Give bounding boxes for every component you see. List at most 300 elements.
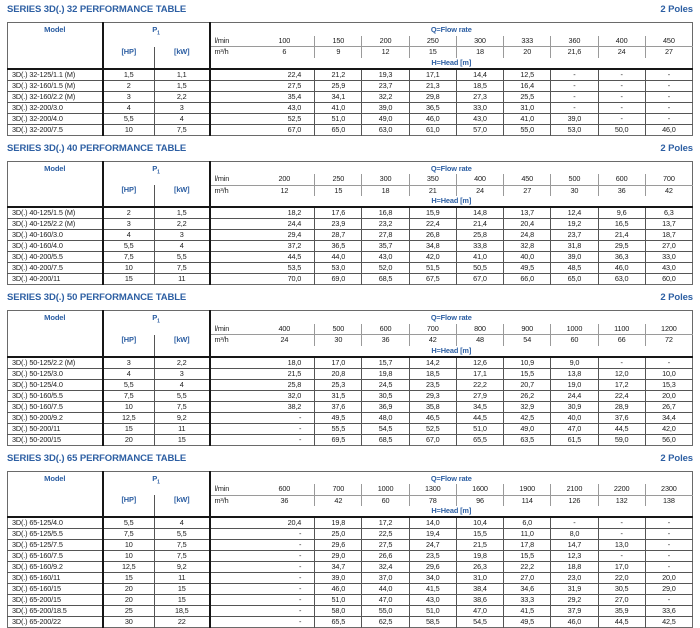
kw-cell: 15: [155, 595, 210, 606]
flow-value-lmin: 700: [409, 324, 456, 335]
table-row: [8, 529, 693, 540]
head-value-cell: 58,0: [315, 606, 362, 617]
flow-value-lmin: 600: [255, 484, 315, 494]
kw-cell: 2,2: [155, 357, 210, 369]
kw-cell: 15: [155, 584, 210, 595]
head-value-cell: 34,1: [315, 91, 362, 102]
flow-rate-header: Q=Flow rate: [210, 471, 693, 484]
table-row: [8, 390, 693, 401]
head-value-cell: 6,3: [645, 207, 692, 219]
hp-cell: 1,5: [103, 69, 155, 81]
kw-cell: 7,5: [155, 551, 210, 562]
hp-cell: 4: [103, 102, 155, 113]
poles-label: 2 Poles: [660, 453, 693, 464]
m3h-unit-label: m³/h: [211, 186, 255, 196]
head-value-cell: 55,0: [362, 606, 409, 617]
flow-value-lmin: 500: [551, 174, 598, 185]
head-value-cell: 21,5: [210, 368, 315, 379]
head-value-cell: -: [598, 517, 645, 529]
table-body: [8, 207, 693, 285]
flow-value-m3h: 6: [255, 47, 315, 57]
head-unit-header: H=Head [m]: [210, 196, 693, 207]
lmin-unit-wrap: [211, 324, 315, 334]
kw-header: [kW]: [155, 47, 210, 69]
head-value-cell: 52,5: [409, 423, 456, 434]
head-value-cell: 29,4: [210, 230, 315, 241]
table-row: [8, 368, 693, 379]
flow-value-m3h: 24: [255, 335, 315, 345]
table-row: [8, 219, 693, 230]
header-row-m3h: [8, 185, 693, 196]
poles-label: 2 Poles: [660, 4, 693, 15]
model-cell: 3D(.) 32-200/7.5: [8, 124, 103, 135]
kw-cell: 5,5: [155, 252, 210, 263]
head-value-cell: 66,0: [504, 274, 551, 285]
kw-cell: 2,2: [155, 91, 210, 102]
flow-value-m3h: 60: [551, 335, 598, 346]
flow-value-lmin: 250: [315, 174, 362, 185]
model-cell: 3D(.) 32-200/4.0: [8, 113, 103, 124]
head-value-cell: 10,9: [504, 357, 551, 369]
flow-value-lmin: 1300: [409, 484, 456, 495]
head-value-cell: 40,0: [551, 412, 598, 423]
head-value-cell: -: [645, 91, 692, 102]
head-value-cell: 24,4: [210, 219, 315, 230]
head-value-cell: 32,9: [504, 401, 551, 412]
head-value-cell: 47,0: [456, 606, 503, 617]
head-value-cell: 12,5: [504, 69, 551, 81]
head-value-cell: 54,5: [362, 423, 409, 434]
head-value-cell: 9,6: [598, 207, 645, 219]
flow-value-m3h: 30: [315, 335, 362, 346]
head-value-cell: 42,0: [409, 252, 456, 263]
head-value-cell: 17,2: [598, 379, 645, 390]
lmin-unit-cell: [210, 174, 315, 185]
flow-value-m3h: 132: [598, 495, 645, 506]
hp-cell: 15: [103, 573, 155, 584]
flow-value-lmin: 400: [598, 36, 645, 47]
head-value-cell: 21,4: [456, 219, 503, 230]
p1-subscript: 1: [157, 31, 160, 37]
flow-value-lmin: 600: [362, 324, 409, 335]
head-value-cell: 18,2: [210, 207, 315, 219]
head-value-cell: 14,7: [551, 540, 598, 551]
head-value-cell: 65,5: [456, 434, 503, 445]
head-value-cell: 25,8: [456, 230, 503, 241]
model-cell: 3D(.) 40-200/11: [8, 274, 103, 285]
column-header-p1: [103, 311, 210, 335]
model-cell: 3D(.) 40-125/1.5 (M): [8, 207, 103, 219]
head-value-cell: 24,7: [409, 540, 456, 551]
head-value-cell: 17,1: [409, 69, 456, 81]
head-value-cell: 24,5: [362, 379, 409, 390]
m3h-unit-wrap: [211, 335, 315, 345]
performance-table-40: [7, 161, 693, 286]
head-value-cell: 18,7: [645, 230, 692, 241]
head-value-cell: 27,0: [645, 241, 692, 252]
head-value-cell: 42,0: [645, 423, 692, 434]
column-header-model: Model: [8, 161, 103, 207]
head-value-cell: 25,3: [315, 379, 362, 390]
head-value-cell: 27,5: [362, 540, 409, 551]
flow-value-m3h: 27: [504, 185, 551, 196]
head-value-cell: 34,4: [645, 412, 692, 423]
head-value-cell: 23,5: [409, 551, 456, 562]
model-cell: 3D(.) 40-160/3.0: [8, 230, 103, 241]
column-header-model: Model: [8, 311, 103, 357]
model-cell: 3D(.) 50-200/15: [8, 434, 103, 445]
head-value-cell: 41,5: [504, 606, 551, 617]
model-cell: 3D(.) 50-160/5.5: [8, 390, 103, 401]
p1-subscript: 1: [157, 479, 160, 485]
header-row-m3h: [8, 47, 693, 58]
hp-cell: 10: [103, 124, 155, 135]
flow-value-lmin: 1600: [456, 484, 503, 495]
m3h-unit-label: m³/h: [211, 47, 255, 57]
header-row-groups: [8, 471, 693, 484]
table-row: [8, 230, 693, 241]
head-value-cell: 12,4: [551, 207, 598, 219]
head-value-cell: -: [210, 423, 315, 434]
head-value-cell: -: [551, 517, 598, 529]
head-value-cell: 14,8: [456, 207, 503, 219]
model-cell: 3D(.) 50-200/11: [8, 423, 103, 434]
model-cell: 3D(.) 50-200/9.2: [8, 412, 103, 423]
section-title-row: [7, 4, 693, 19]
table-row: [8, 617, 693, 628]
head-value-cell: 13,8: [551, 368, 598, 379]
flow-value-m3h: 72: [645, 335, 692, 346]
flow-value-m3h: 12: [255, 186, 315, 196]
hp-header: [HP]: [103, 335, 155, 357]
head-value-cell: 43,0: [210, 102, 315, 113]
head-value-cell: 18,0: [210, 357, 315, 369]
head-value-cell: 68,5: [362, 274, 409, 285]
head-value-cell: 59,0: [598, 434, 645, 445]
flow-value-lmin: 900: [504, 324, 551, 335]
hp-cell: 3: [103, 357, 155, 369]
hp-cell: 10: [103, 401, 155, 412]
column-header-model: Model: [8, 471, 103, 517]
head-value-cell: 21,2: [315, 69, 362, 81]
flow-value-lmin: 333: [504, 36, 551, 47]
model-cell: 3D(.) 50-125/3.0: [8, 368, 103, 379]
kw-cell: 7,5: [155, 540, 210, 551]
head-value-cell: 69,5: [315, 434, 362, 445]
flow-value-lmin: 350: [409, 174, 456, 185]
table-row: [8, 69, 693, 81]
head-value-cell: 60,0: [645, 274, 692, 285]
header-row-groups: [8, 23, 693, 36]
head-value-cell: 47,0: [551, 423, 598, 434]
hp-cell: 10: [103, 540, 155, 551]
kw-cell: 22: [155, 617, 210, 628]
head-value-cell: 10,4: [456, 517, 503, 529]
hp-cell: 4: [103, 368, 155, 379]
head-value-cell: -: [210, 595, 315, 606]
flow-rate-header: Q=Flow rate: [210, 23, 693, 36]
head-value-cell: 34,7: [315, 562, 362, 573]
head-value-cell: 19,0: [551, 379, 598, 390]
flow-value-m3h: 36: [255, 496, 315, 506]
head-value-cell: 20,7: [504, 379, 551, 390]
model-cell: 3D(.) 32-125/1.1 (M): [8, 69, 103, 81]
section-title-row: [7, 292, 693, 307]
head-value-cell: -: [645, 562, 692, 573]
head-value-cell: 33,3: [504, 595, 551, 606]
head-value-cell: 31,8: [551, 241, 598, 252]
head-value-cell: -: [210, 606, 315, 617]
head-value-cell: 30,5: [598, 584, 645, 595]
p1-subscript: 1: [157, 319, 160, 325]
hp-cell: 10: [103, 551, 155, 562]
head-value-cell: 18,5: [456, 80, 503, 91]
head-value-cell: 39,0: [551, 113, 598, 124]
p1-label: P: [152, 313, 157, 322]
flow-value-lmin: 250: [409, 36, 456, 47]
head-value-cell: -: [210, 562, 315, 573]
head-value-cell: 43,0: [456, 113, 503, 124]
kw-cell: 4: [155, 113, 210, 124]
hp-header: [HP]: [103, 185, 155, 207]
head-value-cell: 49,0: [504, 423, 551, 434]
head-value-cell: 14,0: [409, 517, 456, 529]
lmin-unit-wrap: [211, 484, 315, 494]
flow-value-lmin: 2100: [551, 484, 598, 495]
head-value-cell: 32,0: [210, 390, 315, 401]
head-value-cell: 17,0: [598, 562, 645, 573]
head-value-cell: -: [598, 69, 645, 81]
head-value-cell: 17,8: [504, 540, 551, 551]
head-value-cell: 19,8: [456, 551, 503, 562]
head-value-cell: 46,0: [598, 263, 645, 274]
flow-value-m3h: 24: [598, 47, 645, 58]
head-value-cell: 23,5: [409, 379, 456, 390]
head-value-cell: 29,6: [409, 562, 456, 573]
table-row: [8, 412, 693, 423]
kw-cell: 11: [155, 573, 210, 584]
head-value-cell: 29,3: [409, 390, 456, 401]
table-header: [8, 311, 693, 357]
head-value-cell: 39,0: [315, 573, 362, 584]
table-body: [8, 517, 693, 628]
m3h-unit-cell: [210, 495, 315, 506]
head-value-cell: 35,4: [210, 91, 315, 102]
flow-value-m3h: 27: [645, 47, 692, 58]
head-value-cell: 38,4: [456, 584, 503, 595]
head-value-cell: 53,0: [315, 263, 362, 274]
model-cell: 3D(.) 40-125/2.2 (M): [8, 219, 103, 230]
head-value-cell: 32,8: [504, 241, 551, 252]
head-value-cell: 52,5: [210, 113, 315, 124]
head-value-cell: 19,3: [362, 69, 409, 81]
performance-table-50: [7, 310, 693, 446]
head-value-cell: 39,0: [362, 102, 409, 113]
head-value-cell: 67,0: [409, 434, 456, 445]
kw-cell: 4: [155, 517, 210, 529]
lmin-unit-label: l/min: [211, 324, 255, 334]
head-value-cell: -: [210, 573, 315, 584]
head-value-cell: 33,0: [645, 252, 692, 263]
model-cell: 3D(.) 65-160/11: [8, 573, 103, 584]
column-header-p1: [103, 23, 210, 47]
flow-rate-header: Q=Flow rate: [210, 161, 693, 174]
flow-value-lmin: 1000: [551, 324, 598, 335]
head-value-cell: 22,0: [598, 573, 645, 584]
kw-cell: 11: [155, 423, 210, 434]
head-value-cell: 42,5: [645, 617, 692, 628]
head-value-cell: 33,6: [645, 606, 692, 617]
head-value-cell: 21,5: [456, 540, 503, 551]
model-cell: 3D(.) 32-200/3.0: [8, 102, 103, 113]
head-value-cell: -: [210, 584, 315, 595]
table-row: [8, 252, 693, 263]
table-row: [8, 263, 693, 274]
head-value-cell: 44,0: [362, 584, 409, 595]
table-body: [8, 357, 693, 446]
flow-value-m3h: 18: [362, 185, 409, 196]
head-value-cell: -: [645, 595, 692, 606]
table-header: [8, 23, 693, 69]
head-value-cell: 61,0: [409, 124, 456, 135]
head-value-cell: 19,2: [551, 219, 598, 230]
head-value-cell: 27,8: [362, 230, 409, 241]
lmin-unit-cell: [210, 36, 315, 47]
head-value-cell: 67,5: [409, 274, 456, 285]
kw-cell: 5,5: [155, 390, 210, 401]
model-cell: 3D(.) 65-125/7.5: [8, 540, 103, 551]
head-value-cell: 46,0: [645, 124, 692, 135]
head-value-cell: 48,5: [551, 263, 598, 274]
head-value-cell: -: [551, 102, 598, 113]
head-value-cell: 8,0: [551, 529, 598, 540]
head-value-cell: 21,3: [409, 80, 456, 91]
table-row: [8, 401, 693, 412]
flow-value-m3h: 126: [551, 495, 598, 506]
model-cell: 3D(.) 65-160/9.2: [8, 562, 103, 573]
head-value-cell: 31,0: [504, 102, 551, 113]
flow-value-m3h: 24: [456, 185, 503, 196]
flow-value-m3h: 114: [504, 495, 551, 506]
head-value-cell: 29,6: [315, 540, 362, 551]
hp-cell: 7,5: [103, 529, 155, 540]
hp-cell: 25: [103, 606, 155, 617]
head-value-cell: 50,0: [598, 124, 645, 135]
head-value-cell: 19,8: [362, 368, 409, 379]
head-value-cell: -: [210, 412, 315, 423]
flow-value-lmin: 360: [551, 36, 598, 47]
flow-value-lmin: 700: [645, 174, 692, 185]
table-row: [8, 241, 693, 252]
head-value-cell: 41,0: [456, 252, 503, 263]
head-value-cell: -: [210, 529, 315, 540]
head-value-cell: 20,4: [504, 219, 551, 230]
hp-cell: 12,5: [103, 562, 155, 573]
hp-cell: 2: [103, 80, 155, 91]
head-value-cell: 36,5: [409, 102, 456, 113]
hp-cell: 20: [103, 584, 155, 595]
table-section-50: [7, 292, 693, 446]
head-value-cell: 34,6: [504, 584, 551, 595]
model-cell: 3D(.) 40-200/7.5: [8, 263, 103, 274]
head-value-cell: 49,5: [504, 263, 551, 274]
section-title: SERIES 3D(.) 32 PERFORMANCE TABLE: [7, 4, 186, 15]
head-value-cell: 27,3: [456, 91, 503, 102]
kw-header: [kW]: [155, 495, 210, 517]
head-value-cell: 23,7: [551, 230, 598, 241]
column-header-p1: [103, 161, 210, 185]
head-value-cell: 23,2: [362, 219, 409, 230]
p1-label: P: [152, 164, 157, 173]
head-value-cell: 43,0: [362, 252, 409, 263]
flow-value-m3h: 42: [409, 335, 456, 346]
head-value-cell: 49,0: [362, 113, 409, 124]
flow-value-m3h: 18: [456, 47, 503, 58]
flow-value-m3h: 30: [551, 185, 598, 196]
head-value-cell: -: [551, 80, 598, 91]
hp-cell: 3: [103, 91, 155, 102]
section-title: SERIES 3D(.) 65 PERFORMANCE TABLE: [7, 453, 186, 464]
kw-header: [kW]: [155, 185, 210, 207]
flow-value-lmin: 500: [315, 324, 362, 335]
head-value-cell: 24,4: [551, 390, 598, 401]
lmin-unit-cell: [210, 484, 315, 495]
kw-cell: 9,2: [155, 562, 210, 573]
p1-label: P: [152, 25, 157, 34]
head-value-cell: 65,0: [551, 274, 598, 285]
head-value-cell: -: [598, 551, 645, 562]
model-cell: 3D(.) 50-125/2.2 (M): [8, 357, 103, 369]
flow-value-m3h: 9: [315, 47, 362, 58]
head-value-cell: 34,8: [409, 241, 456, 252]
hp-cell: 20: [103, 595, 155, 606]
flow-value-lmin: 450: [504, 174, 551, 185]
kw-cell: 15: [155, 434, 210, 445]
head-value-cell: 37,0: [362, 573, 409, 584]
head-value-cell: -: [645, 69, 692, 81]
head-value-cell: -: [210, 540, 315, 551]
head-value-cell: 17,1: [456, 368, 503, 379]
head-value-cell: 19,8: [315, 517, 362, 529]
head-value-cell: 15,9: [409, 207, 456, 219]
flow-rate-header: Q=Flow rate: [210, 311, 693, 324]
head-value-cell: -: [645, 113, 692, 124]
kw-cell: 3: [155, 230, 210, 241]
head-value-cell: 35,8: [409, 401, 456, 412]
hp-cell: 12,5: [103, 412, 155, 423]
head-value-cell: 33,0: [456, 102, 503, 113]
model-cell: 3D(.) 65-200/18.5: [8, 606, 103, 617]
head-value-cell: 27,0: [504, 573, 551, 584]
table-row: [8, 584, 693, 595]
head-value-cell: 35,7: [362, 241, 409, 252]
head-value-cell: 27,9: [456, 390, 503, 401]
section-title: SERIES 3D(.) 50 PERFORMANCE TABLE: [7, 292, 186, 303]
head-value-cell: 41,0: [504, 113, 551, 124]
column-header-p1: [103, 471, 210, 495]
head-value-cell: 63,0: [362, 124, 409, 135]
poles-label: 2 Poles: [660, 143, 693, 154]
m3h-unit-label: m³/h: [211, 496, 255, 506]
flow-value-m3h: 20: [504, 47, 551, 58]
head-value-cell: 23,7: [362, 80, 409, 91]
kw-cell: 5,5: [155, 529, 210, 540]
head-value-cell: 44,0: [315, 252, 362, 263]
head-value-cell: 41,5: [409, 584, 456, 595]
m3h-unit-wrap: [211, 47, 315, 57]
head-value-cell: 44,5: [210, 252, 315, 263]
head-value-cell: 15,3: [645, 379, 692, 390]
